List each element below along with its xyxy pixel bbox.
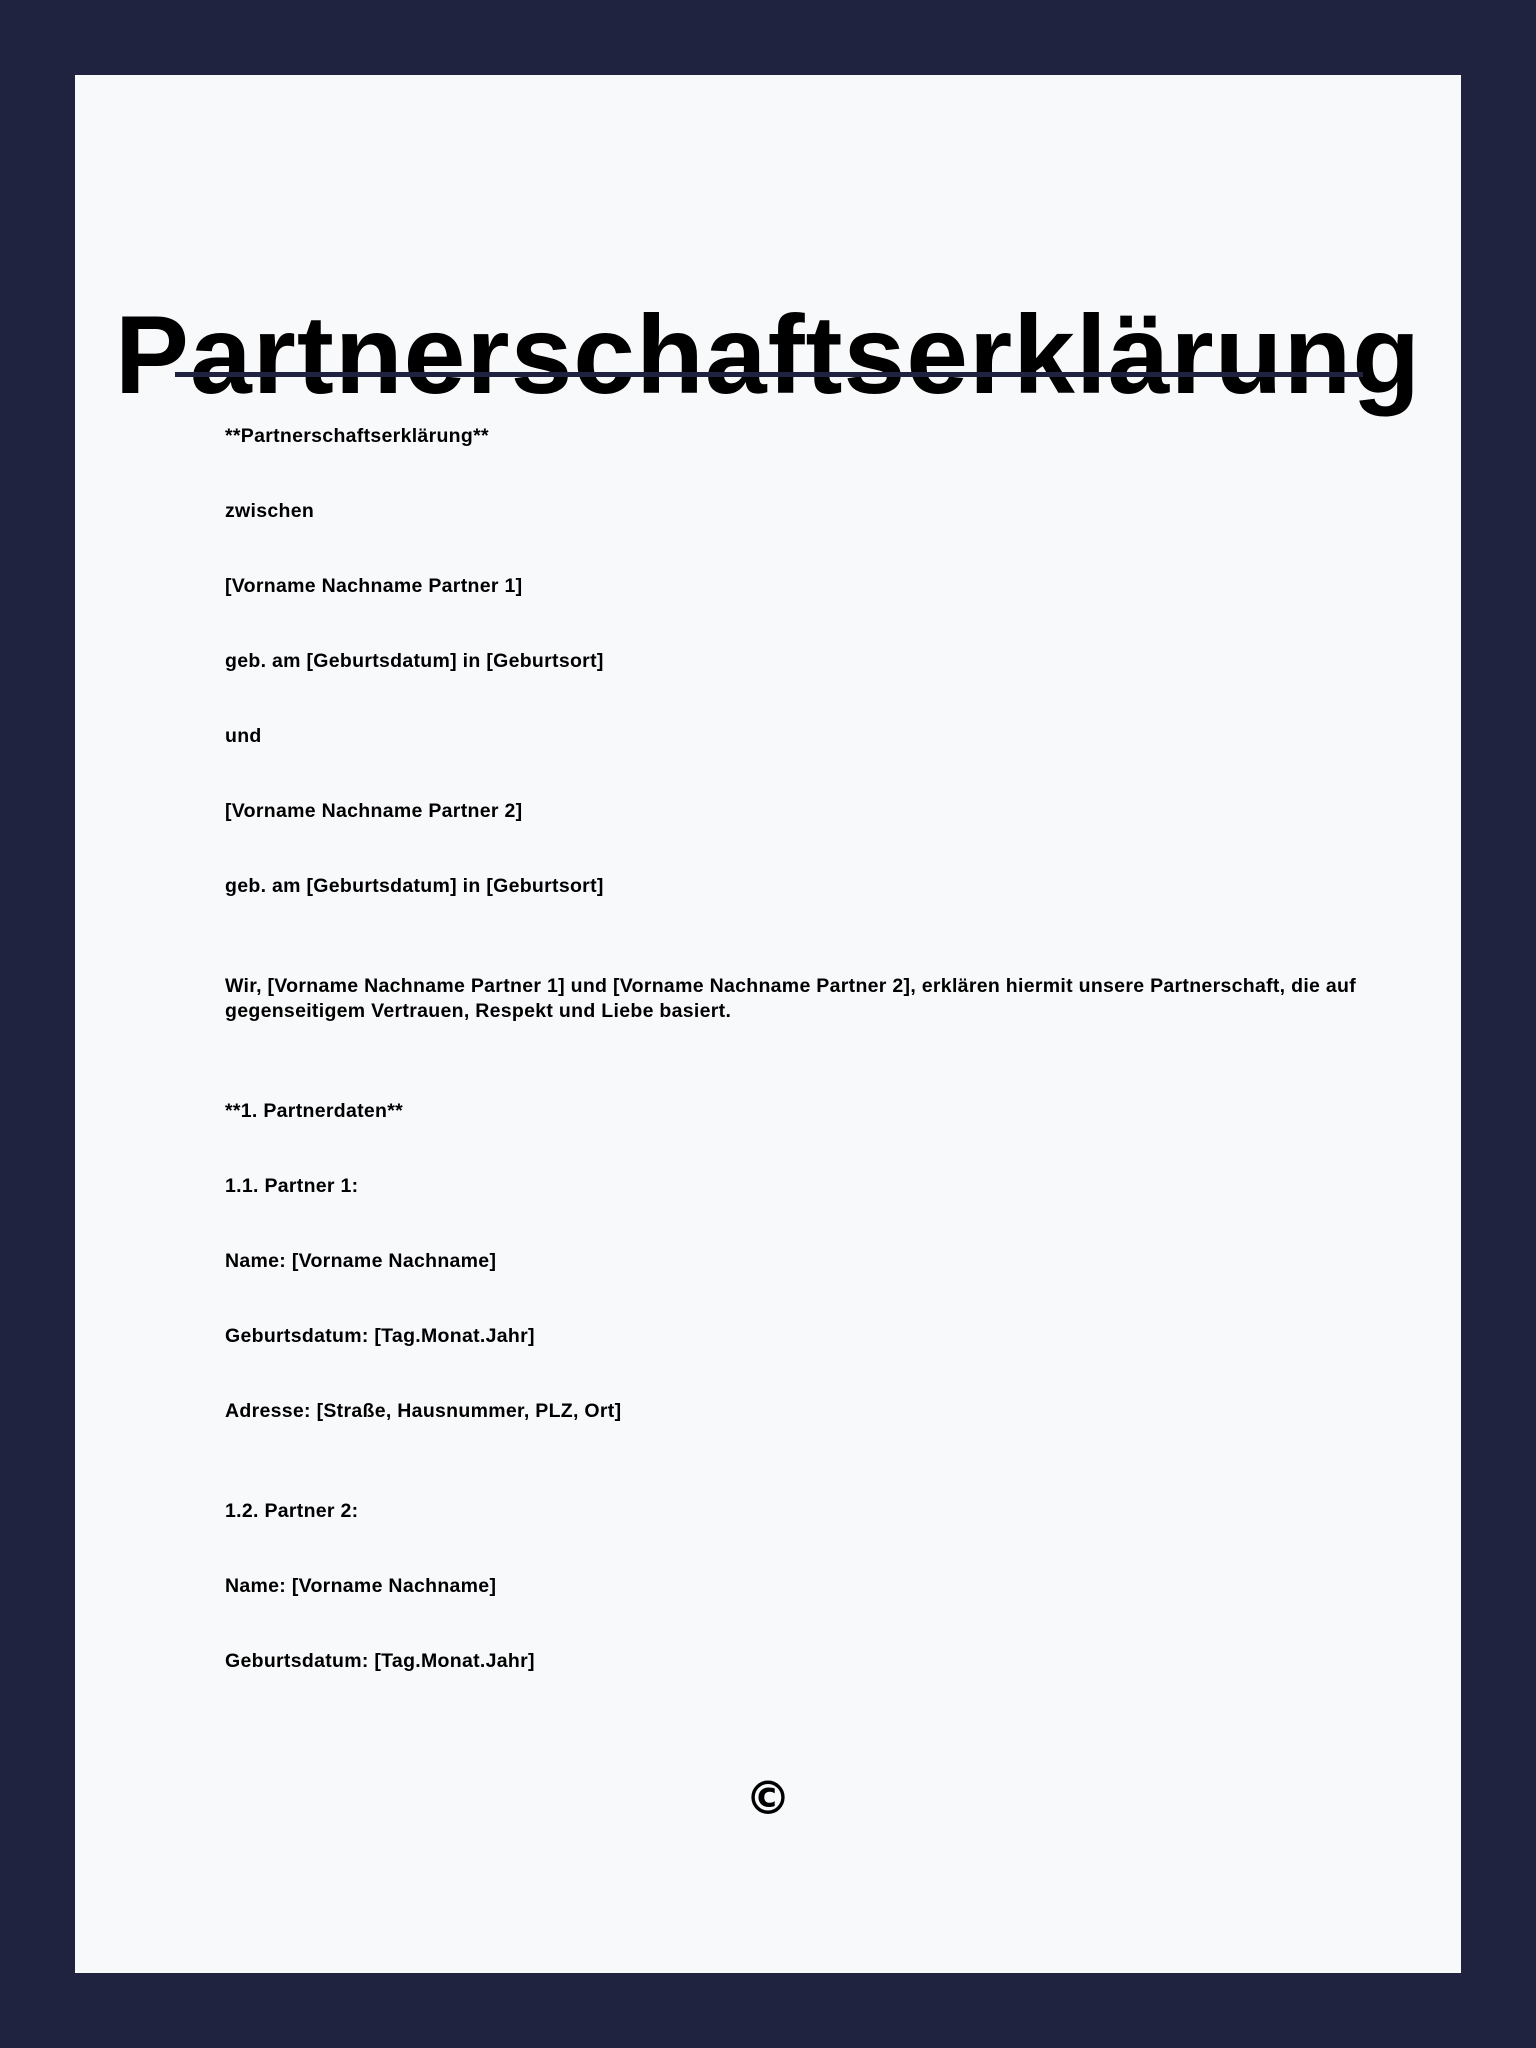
partner2-name-field: Name: [Vorname Nachname] — [225, 1575, 497, 1597]
subsection-partner1: 1.1. Partner 1: — [225, 1175, 359, 1197]
declaration-paragraph: Wir, [Vorname Nachname Partner 1] und [Vorname Nachname Partner 2], erklären hiermit unsere Partnerschaft, die auf gegenseitigem Vertrauen, Respekt und Liebe basiert. — [225, 975, 1357, 1022]
copyright-icon: © — [745, 1771, 791, 1825]
text-zwischen: zwischen — [225, 500, 315, 522]
partner1-name-placeholder: [Vorname Nachname Partner 1] — [225, 575, 523, 597]
partner1-birth-placeholder: geb. am [Geburtsdatum] in [Geburtsort] — [225, 650, 604, 672]
partner1-address-field: Adresse: [Straße, Hausnummer, PLZ, Ort] — [225, 1400, 622, 1422]
partner1-birthdate-field: Geburtsdatum: [Tag.Monat.Jahr] — [225, 1325, 535, 1347]
partner2-birthdate-field: Geburtsdatum: [Tag.Monat.Jahr] — [225, 1650, 535, 1672]
section-heading-partnerdaten: **1. Partnerdaten** — [225, 1100, 404, 1122]
title-divider — [175, 372, 1363, 377]
subsection-partner2: 1.2. Partner 2: — [225, 1500, 359, 1522]
document-title: Partnerschaftserklärung — [114, 293, 1422, 417]
text-und: und — [225, 725, 262, 747]
partner2-birth-placeholder: geb. am [Geburtsdatum] in [Geburtsort] — [225, 875, 604, 897]
document-page — [75, 75, 1461, 1973]
partner2-name-placeholder: [Vorname Nachname Partner 2] — [225, 800, 523, 822]
partner1-name-field: Name: [Vorname Nachname] — [225, 1250, 497, 1272]
heading-bold-title: **Partnerschaftserklärung** — [225, 425, 489, 447]
